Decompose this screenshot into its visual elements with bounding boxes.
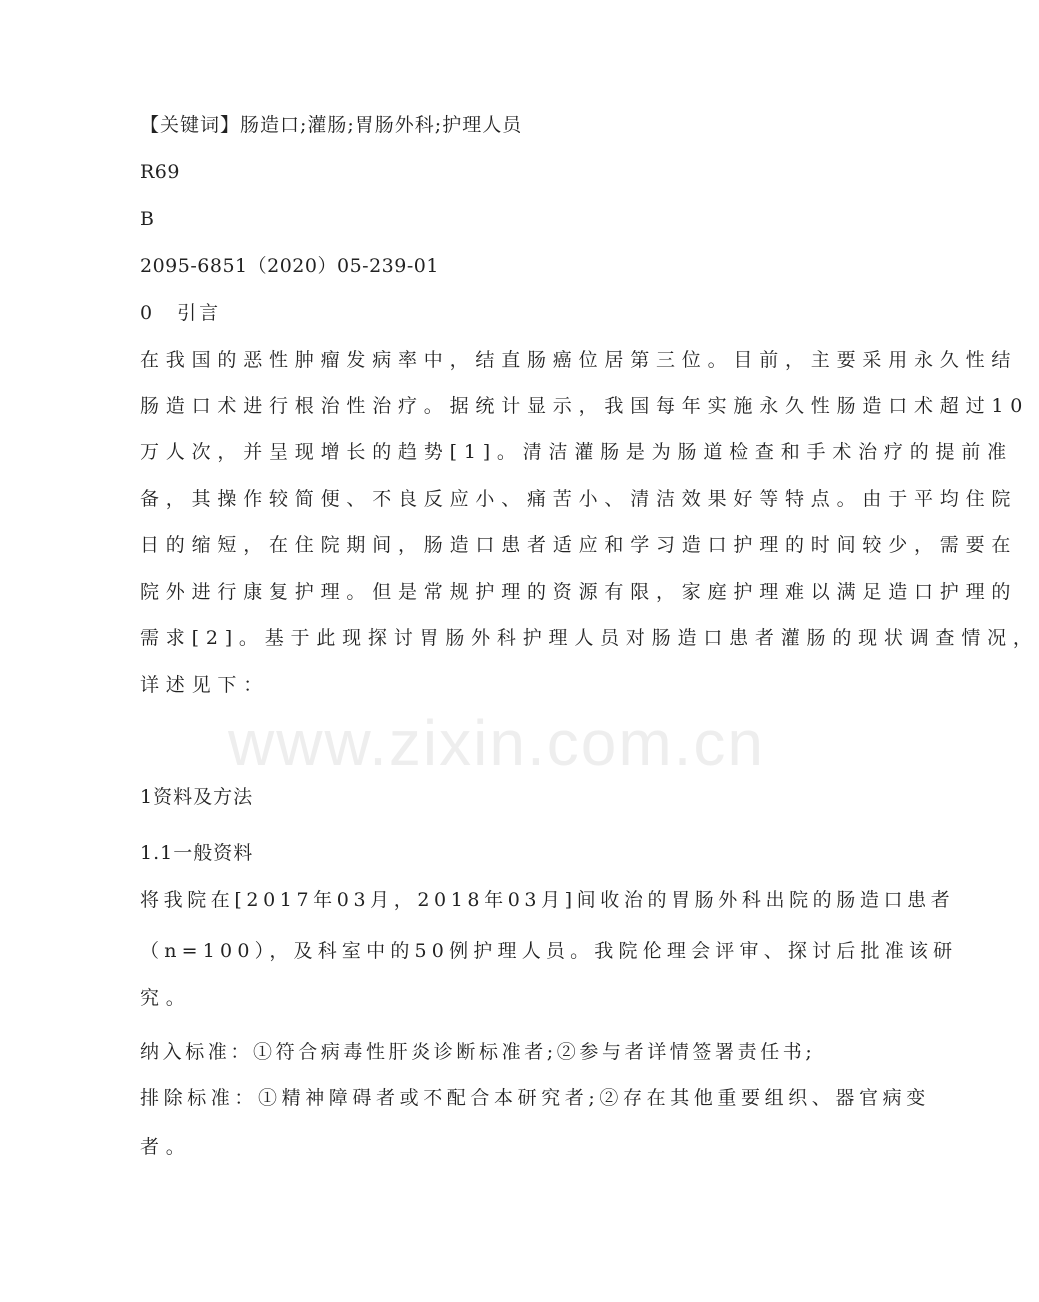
inclusion-criteria: 纳入标准：①符合病毒性肝炎诊断标准者;②参与者详情签署责任书; [140, 1041, 816, 1063]
section-heading-methods: 1资料及方法 [140, 786, 254, 808]
paragraph-line: 者。 [140, 1136, 192, 1158]
paragraph-line: 万人次，并呈现增长的趋势[1]。清洁灌肠是为肠道检查和手术治疗的提前准 [140, 441, 1013, 463]
article-id: 2095-6851（2020）05-239-01 [140, 255, 439, 277]
paragraph-line: 日的缩短，在住院期间，肠造口患者适应和学习造口护理的时间较少，需要在 [140, 534, 1018, 556]
paragraph-line: 肠造口术进行根治性治疗。据统计显示，我国每年实施永久性肠造口术超过10 [140, 395, 1030, 417]
classification-number: R69 [140, 161, 180, 183]
document-code: B [140, 208, 155, 230]
paragraph-line: 将我院在[2017年03月，2018年03月]间收治的胃肠外科出院的肠造口患者 [140, 889, 955, 911]
paragraph-line: 院外进行康复护理。但是常规护理的资源有限，家庭护理难以满足造口护理的 [140, 581, 1018, 603]
subsection-heading-general: 1.1一般资料 [140, 842, 254, 864]
section-heading-intro: 0 引言 [140, 302, 222, 324]
keywords-line: 【关键词】肠造口;灌肠;胃肠外科;护理人员 [140, 114, 523, 136]
paragraph-line: 详述见下： [140, 674, 270, 696]
paragraph-line: 需求[2]。基于此现探讨胃肠外科护理人员对肠造口患者灌肠的现状调查情况， [140, 627, 1039, 649]
paragraph-line: （n=100），及科室中的50例护理人员。我院伦理会评审、探讨后批准该研 [140, 940, 958, 962]
watermark: www.zixin.com.cn [228, 707, 765, 779]
paragraph-line: 在我国的恶性肿瘤发病率中，结直肠癌位居第三位。目前，主要采用永久性结 [140, 349, 1018, 371]
paragraph-line: 备，其操作较简便、不良反应小、痛苦小、清洁效果好等特点。由于平均住院 [140, 488, 1018, 510]
exclusion-criteria: 排除标准：①精神障碍者或不配合本研究者;②存在其他重要组织、器官病变 [140, 1087, 930, 1109]
paragraph-line: 究。 [140, 987, 192, 1009]
